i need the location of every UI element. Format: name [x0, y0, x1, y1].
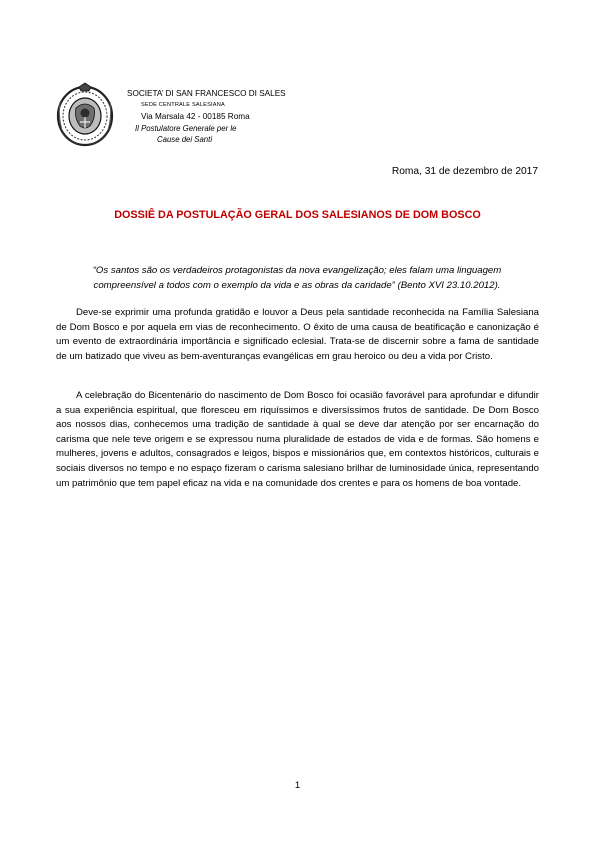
quote-line-2: compreensível a todos com o exemplo da vida e as obras da caridade” (Bento XVI 23.10.2012). [93, 279, 501, 291]
organization-address: Via Marsala 42 - 00185 Roma [141, 112, 250, 121]
postulator-title-line-2: Cause dei Santi [157, 135, 213, 144]
body-paragraph-2: A celebração do Bicentenário do nascimento de Dom Bosco foi ocasião favorável para aprofundar e difundir a sua experiência espiritual, que floresceu em riquíssimos e diversíssimos frutos de santidade. De Dom Bosco aos nossos dias, conhecemos uma tradição de santidade à qual se deve dar atenção por ser encarnação do carisma que nele teve origem e se expressou numa pluralidade de estados de vida e de formas. São homens e mulheres, jovens e adultos, consagrados e leigos, bispos e missionários que, em contextos históricos, culturais e sociais diversos no tempo e no espaço fizeram o carisma salesiano brilhar de luminosidade única, representando um patrimônio que tem papel eficaz na vida e na comunidade dos crentes e para os homens de boa vontade. [56, 390, 539, 489]
page-number: 1 [294, 780, 301, 791]
document-date: Roma, 31 de dezembro de 2017 [391, 166, 538, 177]
body-paragraph-1: Deve-se exprimir uma profunda gratidão e louvor a Deus pela santidade reconhecida na Família Salesiana de Dom Bosco e por aquela em vias de reconhecimento. O êxito de uma causa de beatificação e canonização é um evento de extraordinária importância e significado eclesial. Trata-se de discernir sobre a fama de santidade de um batizado que viveu as bem-aventuranças evangélicas em grau heroico ou deu a vida por Cristo. [56, 307, 539, 362]
organization-seat: SEDE CENTRALE SALESIANA [141, 101, 225, 108]
epigraph-quote [62, 264, 532, 293]
organization-name: SOCIETA’ DI SAN FRANCESCO DI SALES [127, 89, 286, 98]
document-title: DOSSIÊ DA POSTULAÇÃO GERAL DOS SALESIANOS DE DOM BOSCO [114, 209, 481, 221]
postulator-title-line-1: Il Postulatore Generale per le [135, 123, 237, 133]
quote-line-1: “Os santos são os verdadeiros protagonistas da nova evangelização; eles falam uma linguagem [92, 265, 502, 276]
salesian-seal-icon [56, 82, 114, 148]
letterhead [127, 88, 327, 146]
